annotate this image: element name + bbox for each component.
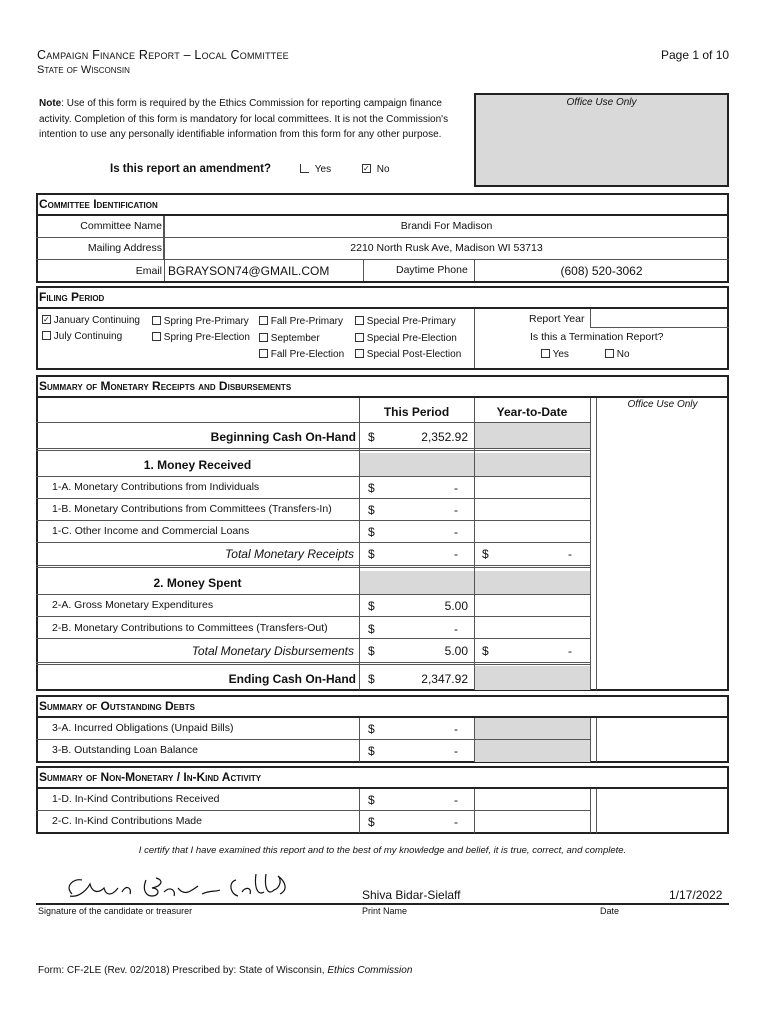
amendment-question: Is this report an amendment?	[110, 163, 272, 175]
r1a-label: 1-A. Monetary Contributions from Individuals	[52, 481, 260, 493]
r1a-value[interactable]: -	[454, 481, 458, 495]
d3b-currency: $	[368, 744, 375, 758]
s2a-value[interactable]: 5.00	[444, 599, 468, 613]
termination-yes-checkbox[interactable]	[541, 349, 550, 358]
page-number: Page 1 of 10	[661, 48, 730, 62]
september-label: September	[270, 333, 320, 344]
filing-january[interactable]	[42, 315, 140, 326]
filing-september[interactable]	[259, 333, 320, 344]
s2a-label: 2-A. Gross Monetary Expenditures	[52, 599, 214, 611]
spring-primary-label: Spring Pre-Primary	[163, 316, 249, 327]
total-receipts-ytd-currency: $	[482, 547, 489, 561]
signature-image	[60, 866, 300, 906]
office-use-label: Office Use Only	[566, 97, 637, 108]
total-disb-currency: $	[368, 644, 375, 658]
date-value[interactable]: 1/17/2022	[669, 888, 723, 902]
filing-fall-primary[interactable]	[259, 316, 343, 327]
beginning-currency: $	[368, 430, 375, 444]
january-label: January Continuing	[53, 315, 140, 326]
office-use-box	[474, 93, 729, 187]
committee-section-title: Committee Identification	[39, 197, 158, 211]
daytime-phone-field[interactable]: (608) 520-3062	[560, 264, 643, 278]
k1d-currency: $	[368, 793, 375, 807]
s2a-currency: $	[368, 599, 375, 613]
report-year-label: Report Year	[529, 313, 585, 325]
debts-section-title: Summary of Outstanding Debts	[39, 699, 195, 713]
spring-primary-checkbox[interactable]	[152, 316, 161, 325]
total-disb-ytd-currency: $	[482, 644, 489, 658]
r1b-label: 1-B. Monetary Contributions from Committees (Transfers-In)	[52, 503, 332, 515]
k2c-label: 2-C. In-Kind Contributions Made	[52, 815, 202, 827]
committee-name-label: Committee Name	[80, 220, 162, 232]
special-post-label: Special Post-Election	[366, 349, 462, 360]
beginning-cash-label: Beginning Cash On-Hand	[210, 430, 356, 444]
k1d-label: 1-D. In-Kind Contributions Received	[52, 793, 220, 805]
form-subtitle: State of Wisconsin	[37, 64, 130, 76]
k1d-value[interactable]: -	[454, 793, 458, 807]
special-primary-checkbox[interactable]	[355, 316, 364, 325]
special-election-label: Special Pre-Election	[366, 333, 457, 344]
termination-yes-label: Yes	[552, 349, 569, 360]
r1c-label: 1-C. Other Income and Commercial Loans	[52, 525, 250, 537]
filing-section-title: Filing Period	[39, 290, 105, 304]
note-text: : Use of this form is required by the Ethics Commission for reporting campaign finance activity. Completion of this form is mandatory for local committees. It is not the Commission's intention to use any personally identifiable information from this form for any other purpose.	[39, 98, 449, 140]
spring-election-checkbox[interactable]	[152, 332, 161, 341]
d3b-value[interactable]: -	[454, 744, 458, 758]
report-year-field[interactable]	[590, 309, 729, 328]
filing-spring-election[interactable]	[152, 332, 250, 343]
beginning-cash-value[interactable]: 2,352.92	[421, 430, 468, 444]
col-ytd: Year-to-Date	[496, 405, 568, 419]
spring-election-label: Spring Pre-Election	[163, 332, 250, 343]
d3a-label: 3-A. Incurred Obligations (Unpaid Bills)	[52, 722, 234, 734]
ending-currency: $	[368, 672, 375, 686]
summary-section-title: Summary of Monetary Receipts and Disbursements	[39, 379, 292, 393]
daytime-phone-label: Daytime Phone	[396, 264, 468, 276]
note-label: Note	[39, 98, 62, 109]
amendment-yes[interactable]	[300, 164, 331, 175]
termination-question: Is this a Termination Report?	[530, 331, 664, 343]
total-disb-value[interactable]: 5.00	[444, 644, 468, 658]
d3a-currency: $	[368, 722, 375, 736]
k2c-value[interactable]: -	[454, 815, 458, 829]
d3a-value[interactable]: -	[454, 722, 458, 736]
fall-primary-checkbox[interactable]	[259, 316, 268, 325]
filing-special-election[interactable]	[355, 333, 457, 344]
footer-text: Form: CF-2LE (Rev. 02/2018) Prescribed by: State of Wisconsin,	[38, 965, 328, 976]
total-disb-ytd[interactable]: -	[568, 644, 572, 658]
fall-election-checkbox[interactable]	[259, 349, 268, 358]
footer-agency: Ethics Commission	[327, 965, 413, 976]
print-name-value[interactable]: Shiva Bidar-Sielaff	[362, 888, 461, 902]
s2b-value[interactable]: -	[454, 622, 458, 636]
termination-no-label: No	[616, 349, 630, 360]
january-checkbox[interactable]	[42, 315, 51, 324]
filing-special-post[interactable]	[355, 349, 461, 360]
mailing-address-field[interactable]: 2210 North Rusk Ave, Madison WI 53713	[350, 242, 543, 254]
special-post-checkbox[interactable]	[355, 349, 364, 358]
filing-july[interactable]	[42, 331, 122, 342]
fall-primary-label: Fall Pre-Primary	[270, 316, 344, 327]
r1b-value[interactable]: -	[454, 503, 458, 517]
filing-spring-primary[interactable]	[152, 316, 249, 327]
d3b-label: 3-B. Outstanding Loan Balance	[52, 744, 198, 756]
total-receipts-currency: $	[368, 547, 375, 561]
ending-cash-label: Ending Cash On-Hand	[228, 672, 356, 686]
summary-office-use: Office Use Only	[627, 399, 698, 410]
termination-no[interactable]	[605, 349, 630, 360]
s2b-currency: $	[368, 622, 375, 636]
total-disb-label: Total Monetary Disbursements	[191, 644, 354, 658]
r1c-value[interactable]: -	[454, 525, 458, 539]
note-paragraph	[39, 96, 471, 143]
committee-name-field[interactable]: Brandi For Madison	[400, 220, 493, 232]
filing-special-primary[interactable]	[355, 316, 456, 327]
july-label: July Continuing	[53, 331, 123, 342]
r1b-currency: $	[368, 503, 375, 517]
footer	[38, 965, 412, 976]
amendment-yes-checkbox[interactable]	[300, 164, 309, 173]
money-spent-title: 2. Money Spent	[153, 576, 242, 590]
date-label: Date	[600, 906, 620, 916]
k2c-currency: $	[368, 815, 375, 829]
termination-no-checkbox[interactable]	[605, 349, 614, 358]
total-receipts-value[interactable]: -	[454, 547, 458, 561]
r1a-currency: $	[368, 481, 375, 495]
special-primary-label: Special Pre-Primary	[366, 316, 456, 327]
termination-yes[interactable]	[541, 349, 569, 360]
amendment-no-checkbox[interactable]	[362, 164, 371, 173]
special-election-checkbox[interactable]	[355, 333, 364, 342]
certify-text: I certify that I have examined this report and to the best of my knowledge and belief, it is true, correct, and complete.	[138, 845, 627, 856]
mailing-address-label: Mailing Address	[87, 242, 162, 254]
total-receipts-label: Total Monetary Receipts	[225, 547, 354, 561]
amendment-yes-label: Yes	[314, 164, 332, 175]
s2b-label: 2-B. Monetary Contributions to Committees (Transfers-Out)	[52, 622, 328, 634]
total-receipts-ytd[interactable]: -	[568, 547, 572, 561]
email-label: Email	[135, 265, 162, 277]
inkind-section-title: Summary of Non-Monetary / In-Kind Activity	[39, 770, 262, 784]
ending-cash-value[interactable]: 2,347.92	[421, 672, 468, 686]
september-checkbox[interactable]	[259, 333, 268, 342]
amendment-no[interactable]	[362, 164, 390, 175]
r1c-currency: $	[368, 525, 375, 539]
col-this-period: This Period	[383, 405, 450, 419]
filing-fall-election[interactable]	[259, 349, 344, 360]
amendment-no-label: No	[376, 164, 390, 175]
money-received-title: 1. Money Received	[143, 458, 252, 472]
email-field[interactable]: BGRAYSON74@GMAIL.COM	[168, 264, 330, 278]
fall-election-label: Fall Pre-Election	[270, 349, 345, 360]
signature-label: Signature of the candidate or treasurer	[38, 906, 193, 916]
july-checkbox[interactable]	[42, 331, 51, 340]
form-title: Campaign Finance Report – Local Committee	[37, 48, 289, 62]
print-name-label: Print Name	[362, 906, 408, 916]
